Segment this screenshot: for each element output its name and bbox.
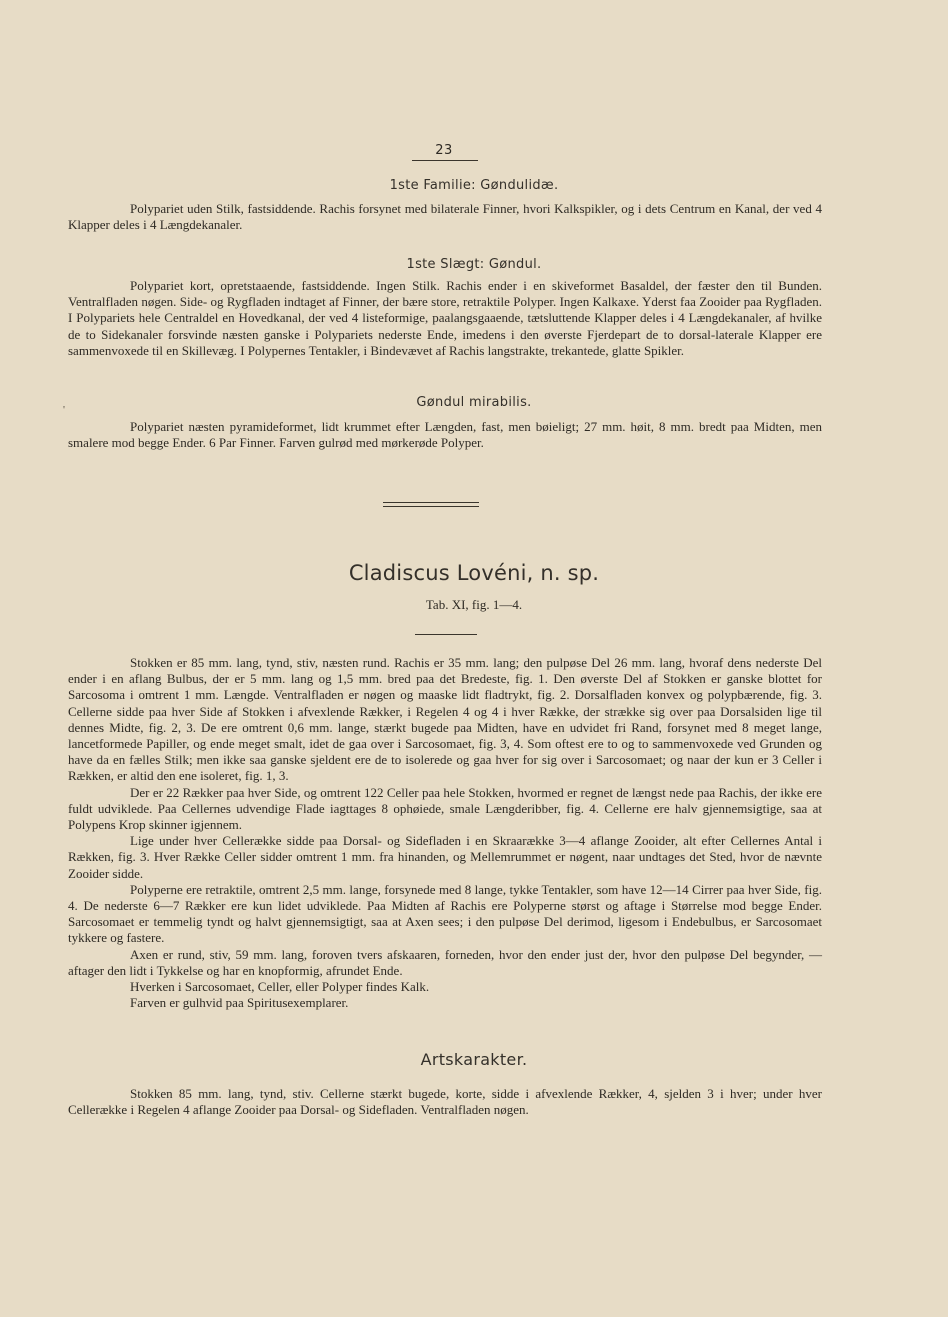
paragraph: Axen er rund, stiv, 59 mm. lang, foroven tvers afskaaren, forneden, hvor den ender just der, hvor den pulpøse Del begynder, — aftager den lidt i Tykkelse og har en knopformig, afrundet Ende. [68, 946, 822, 978]
paragraph: Hverken i Sarcosomaet, Celler, eller Polyper findes Kalk. [130, 979, 430, 995]
page-number-rule [412, 160, 478, 161]
section-divider [383, 502, 479, 507]
genus-heading: 1ste Slægt: Gøndul. [406, 257, 542, 272]
page-number: 23 [435, 143, 453, 158]
article-subtitle: Tab. XI, fig. 1—4. [425, 597, 523, 612]
artskarakter-text [68, 1086, 822, 1118]
article-body [68, 655, 822, 1011]
species-heading: Gøndul mirabilis. [416, 395, 532, 410]
paragraph: Polyperne ere retraktile, omtrent 2,5 mm. lange, forsynede med 8 lange, tykke Tentakler, som have 12—14 Cirrer paa hver Side, fig. 4. De nederste 6—7 Rækker ere kun lidet udviklede. Paa Midten af Rachis ere Polyperne størst og aftage i Størrelse mod begge Ender. Sarcosomaet er temmelig tyndt og halvt gjennemsigtigt, saa at Axen sees; i den pulpøse Del derimod, ligesom i Endebulbus, er Sarcosomaet tykkere og fastere. [68, 881, 822, 946]
paragraph: Der er 22 Rækker paa hver Side, og omtrent 122 Celler paa hele Stokken, hvormed er regnet de længst nede paa Rachis, der ikke ere fuldt udviklede. Paa Cellernes udvendige Flade iagttages 8 ophøiede, smale Længderibber, fig. 4. Cellerne ere halv gjennemsigtige, saa at Polypens Krop skinner igjennem. [68, 784, 822, 833]
species-text [68, 419, 822, 451]
paragraph: Stokken 85 mm. lang, tynd, stiv. Cellerne stærkt bugede, korte, sidde i afvexlende Rækker, 4, sjelden 3 i hver; under hver Cellerække i Regelen 4 aflange Zooider paa Dorsal- og Sidefladen. Ventralfladen nøgen. [68, 1086, 822, 1118]
genus-text [68, 278, 822, 359]
artskarakter-heading: Artskarakter. [420, 1050, 528, 1069]
paragraph: Lige under hver Cellerække sidde paa Dorsal- og Sidefladen i en Skraarække 3—4 aflange Zooider, alt efter Cellernes Antal i Rækken, fig. 3. Hver Række Celler sidder omtrent 1 mm. fra hinanden, og Mellemrummet er nøgent, naar undtages det Sted, hvor de nævnte Zooider sidde. [68, 833, 822, 881]
family-heading: 1ste Familie: Gøndulidæ. [389, 178, 559, 193]
paragraph: Polypariet næsten pyramideformet, lidt krummet efter Længden, fast, men bøieligt; 27 mm. høit, 8 mm. bredt paa Midten, men smalere mod begge Ender. 6 Par Finner. Farven gulrød med mørkerøde Polyper. [68, 419, 822, 451]
stray-mark: ' [63, 404, 65, 416]
paragraph: Stokken er 85 mm. lang, tynd, stiv, næsten rund. Rachis er 35 mm. lang; den pulpøse Del 26 mm. lang, hvoraf dens nederste Del ender i en aflang Bulbus, der er 5 mm. lang og 1,5 mm. bred paa det Bredeste, fig. 1. Den øverste Del af Stokken er ganske blottet for Sarcosoma i omtrent 1 mm. Længde. Ventralfladen er nøgen og maaske lidt fladtrykt, fig. 2. Dorsalfladen konvex og polypbærende, fig. 3. Cellerne sidde paa hver Side af Stokken i afvexlende Rækker, i Regelen 4 og 4 i hver Række, der strække sig over paa Dorsalsiden lige til dennes Midte, fig. 2, 3. De ere omtrent 0,6 mm. lange, stærkt bugede paa Midten, have en udvidet fri Rand, forsynet med 8 meget lange, lancetformede Papiller, og ende meget smalt, idet de gaa over i Sarcosomaet, fig. 3, 4. Som oftest ere to og to sammenvoxede ved Grunden og have da en fælles Stilk; men ikke saa ganske sjeldent ere de to isolerede og gaa hver for sig over i Sarcosomaet; og naar der kun er 3 Celler i Rækken, er altid den ene isoleret, fig. 1, 3. [68, 655, 822, 784]
paragraph: Farven er gulhvid paa Spiritusexemplarer. [130, 995, 349, 1011]
paragraph: Polypariet uden Stilk, fastsiddende. Rachis forsynet med bilaterale Finner, hvori Kalkspikler, og i dets Centrum en Kanal, der ved 4 Klapper deles i 4 Længdekanaler. [68, 201, 822, 233]
subtitle-rule [415, 634, 477, 635]
family-text [68, 201, 822, 233]
article-title: Cladiscus Lovéni, n. sp. [348, 561, 600, 585]
paragraph: Polypariet kort, opretstaaende, fastsiddende. Ingen Stilk. Rachis ender i en skiveformet Basaldel, der fæster den til Bunden. Ventralfladen nøgen. Side- og Rygfladen indtaget af Finner, der bære store, retraktile Polyper. Ingen Kalkaxe. Yderst faa Zooider paa Rygfladen. I Polypariets hele Centraldel en Hovedkanal, der ved 4 listeformige, paalangsgaaende, tætsluttende Klapper deles i 4 Længdekanaler, af hvilke de to Sidekanaler forsvinde næsten ganske i Polypariets nederste Ende, imedens i den øverste Fjerdepart de to dorsal-laterale Klapper ere sammenvoxede til en Skillevæg. I Polypernes Tentakler, i Bindevævet af Rachis langstrakte, trekantede, glatte Spikler. [68, 278, 822, 358]
